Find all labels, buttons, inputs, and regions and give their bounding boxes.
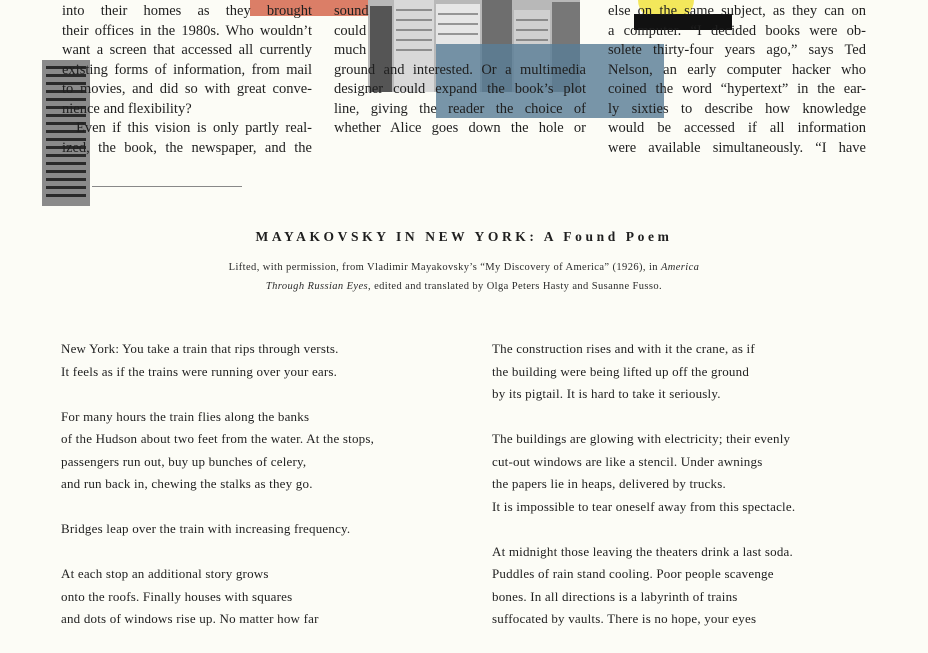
verse-line: At midnight those leaving the theaters drink a last soda.: [492, 543, 793, 559]
text-line: designer could expand the book’s plot: [334, 81, 586, 97]
text-line: else on the same subject, as they can on: [608, 3, 866, 19]
stanza: [61, 338, 461, 383]
stanza: [61, 406, 461, 496]
poem-credit: [0, 258, 928, 296]
verse-line: It feels as if the trains were running over your ears.: [61, 363, 338, 379]
article-column-3: [608, 2, 866, 158]
verse-line: New York: You take a train that rips through versts.: [61, 341, 339, 356]
text-line: ground and interested. Or a multimedia: [334, 61, 586, 78]
text-line: were available simultaneously. “I have: [608, 139, 866, 156]
credit-text: , edited and translated by Olga Peters Hasty and Susanne Fusso.: [368, 281, 663, 292]
text-line: ly sixties to describe how knowledge: [608, 100, 866, 117]
article-column-1: [62, 2, 312, 158]
poem-right-column: [492, 338, 912, 653]
credit-book-title: America: [660, 262, 700, 273]
text-line: much: [334, 42, 367, 58]
verse-line: For many hours the train flies along the banks: [61, 408, 310, 424]
stanza: [61, 563, 461, 631]
verse-line: It is impossible to tear oneself away from this spectacle.: [492, 498, 796, 514]
credit-line-2: [0, 277, 928, 296]
verse-line: onto the roofs. Finally houses with squares: [61, 588, 293, 604]
text-line: want a screen that accessed all currently: [62, 42, 312, 58]
text-line: Even if this vision is only partly real-: [76, 120, 312, 136]
verse-line: The buildings are glowing with electricity; their evenly: [492, 431, 791, 446]
article-column-2: [334, 2, 586, 139]
text-line: their offices in the 1980s. Who wouldn’t: [62, 22, 312, 39]
verse-line: of the Hudson about two feet from the water. At the stops,: [61, 431, 375, 446]
verse-line: Puddles of rain stand cooling. Poor people scavenge: [492, 566, 774, 581]
verse-line: by its pigtail. It is hard to take it seriously.: [492, 386, 721, 401]
verse-line: bones. In all directions is a labyrinth of trains: [492, 588, 738, 604]
poem-left-column: [61, 338, 461, 653]
verse-line: cut-out windows are like a stencil. Under awnings: [492, 453, 763, 469]
stanza: [61, 518, 461, 541]
verse-line: At each stop an additional story grows: [61, 566, 269, 581]
text-line: sound: [334, 3, 369, 19]
text-line: into their homes as they brought: [62, 3, 312, 19]
text-line: existing forms of information, from mail: [62, 61, 312, 78]
stanza: [492, 541, 912, 631]
text-line: would be accessed if all information: [608, 120, 866, 136]
verse-line: The construction rises and with it the crane, as if: [492, 341, 755, 356]
credit-line-1: [0, 258, 928, 277]
text-line: solete thirty-four years ago,” says Ted: [608, 42, 866, 58]
text-line: whether Alice goes down the hole or: [334, 120, 586, 136]
verse-line: passengers run out, buy up bunches of celery,: [61, 453, 307, 469]
text-line: Nelson, an early computer hacker who: [608, 61, 866, 78]
credit-text: Lifted, with permission, from Vladimir Mayakovsky’s “My Discovery of America” (1926), in: [228, 262, 661, 273]
text-line: nience and flexibility?: [62, 100, 192, 117]
text-line: could: [334, 22, 367, 39]
verse-line: the building were being lifted up off the ground: [492, 363, 750, 379]
verse-line: Bridges leap over the train with increasing frequency.: [61, 521, 351, 536]
text-line: a computer. “I decided books were ob-: [608, 22, 866, 39]
text-line: to movies, and did so with great conve-: [62, 81, 312, 97]
verse-line: suffocated by vaults. There is no hope, your eyes: [492, 611, 757, 626]
poem-title: MAYAKOVSKY IN NEW YORK: A Found Poem: [255, 229, 673, 244]
column-rule: [92, 186, 242, 187]
verse-line: and dots of windows rise up. No matter how far: [61, 611, 319, 626]
stanza: [492, 338, 912, 406]
verse-line: and run back in, chewing the stalks as they go.: [61, 476, 313, 491]
stanza: [492, 428, 912, 518]
credit-book-title: Through Russian Eyes: [265, 281, 369, 292]
text-line: coined the word “hypertext” in the ear-: [608, 81, 866, 97]
verse-line: the papers lie in heaps, delivered by trucks.: [492, 476, 726, 491]
text-line: line, giving the reader the choice of: [334, 100, 586, 117]
text-line: ized, the book, the newspaper, and the: [62, 139, 312, 156]
